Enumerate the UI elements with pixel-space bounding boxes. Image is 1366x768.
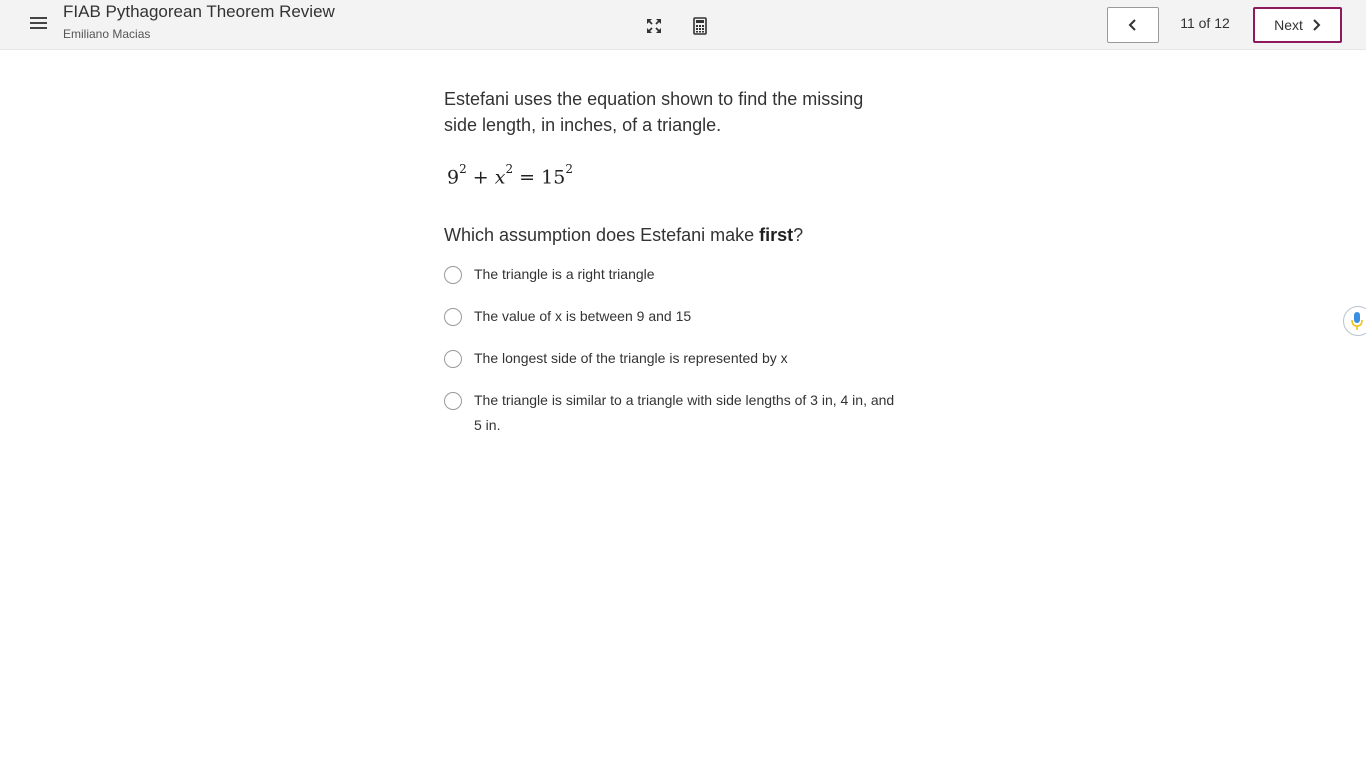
equation-term-9: 9 <box>447 166 460 189</box>
radio-button[interactable] <box>444 392 462 410</box>
answer-choices <box>444 262 914 438</box>
equation-exponent: 2 <box>565 162 573 176</box>
answer-choice[interactable] <box>444 388 914 438</box>
expand-arrows-icon <box>646 18 662 34</box>
radio-button[interactable] <box>444 266 462 284</box>
answer-choice[interactable] <box>444 304 914 329</box>
equation-exponent: 2 <box>459 162 467 176</box>
previous-question-button[interactable] <box>1107 7 1159 43</box>
equation-plus: + <box>472 166 489 189</box>
answer-choice-label: The triangle is a right triangle <box>474 266 655 282</box>
calculator-icon <box>693 17 707 35</box>
next-button-label: Next <box>1274 17 1303 33</box>
menu-button[interactable] <box>24 10 54 36</box>
assessment-title-block <box>63 1 335 42</box>
equation-exponent: 2 <box>505 162 514 176</box>
hamburger-menu-icon <box>30 16 48 30</box>
equation-variable-x: x <box>494 166 506 189</box>
answer-choice-label: The longest side of the triangle is represented by x <box>474 350 788 366</box>
answer-choice[interactable] <box>444 262 914 287</box>
equation-term-15: 15 <box>541 166 566 189</box>
chevron-left-icon <box>1128 19 1138 31</box>
question-prompt-end: ? <box>793 225 804 245</box>
answer-choice-label: The triangle is similar to a triangle with side lengths of 3 in, 4 in, and 5 in. <box>474 392 895 433</box>
next-question-button[interactable] <box>1253 7 1342 43</box>
radio-button[interactable] <box>444 350 462 368</box>
answer-choice-label: The value of x is between 9 and 15 <box>474 308 692 324</box>
question-prompt-emphasis: first <box>759 225 794 245</box>
calculator-button[interactable] <box>687 13 713 39</box>
question-panel <box>444 86 914 438</box>
question-prompt <box>444 222 914 248</box>
speech-to-text-button[interactable] <box>1343 306 1366 336</box>
question-stem: Estefani uses the equation shown to find the missing side length, in inches, of a triangle. <box>444 89 864 135</box>
page-counter: 11 of 12 <box>1180 15 1230 31</box>
equation <box>447 162 914 195</box>
fullscreen-button[interactable] <box>641 13 667 39</box>
equation-equals: = <box>519 166 536 189</box>
microphone-icon <box>1350 311 1364 331</box>
assessment-title: FIAB Pythagorean Theorem Review <box>63 2 335 21</box>
radio-button[interactable] <box>444 308 462 326</box>
chevron-right-icon <box>1311 19 1321 31</box>
answer-choice[interactable] <box>444 346 914 371</box>
student-name: Emiliano Macias <box>63 27 151 41</box>
question-prompt-text: Which assumption does Estefani make <box>444 225 760 245</box>
top-toolbar <box>0 0 1366 50</box>
